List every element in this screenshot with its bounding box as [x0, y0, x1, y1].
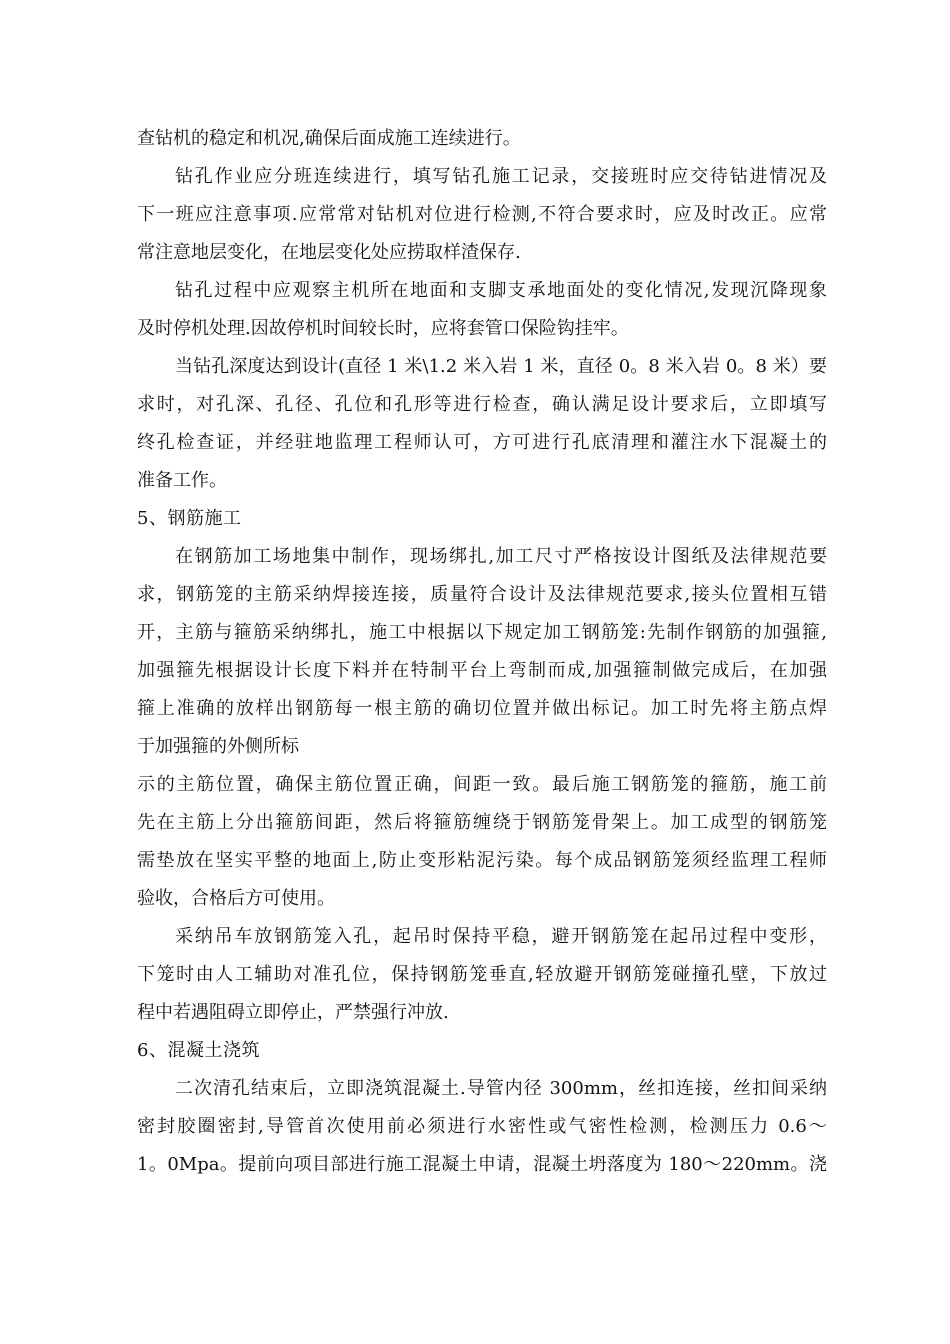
paragraph-line: 先在主筋上分出箍筋间距，然后将箍筋缠绕于钢筋笼骨架上。加工成型的钢筋笼 — [137, 812, 827, 833]
paragraph-line: 下笼时由人工辅助对准孔位，保持钢筋笼垂直,轻放避开钢筋笼碰撞孔壁，下放过 — [137, 964, 827, 985]
paragraph-line: 采纳吊车放钢筋笼入孔，起吊时保持平稳，避开钢筋笼在起吊过程中变形， — [175, 926, 827, 947]
paragraph-line: 准备工作。 — [137, 470, 227, 491]
paragraph-line: 开，主筋与箍筋采纳绑扎，施工中根据以下规定加工钢筋笼:先制作钢筋的加强箍, — [137, 622, 827, 643]
paragraph-line: 及时停机处理.因故停机时间较长时，应将套管口保险钩挂牢。 — [137, 318, 629, 339]
paragraph-line: 下一班应注意事项.应常常对钻机对位进行检测,不符合要求时，应及时改正。应常 — [137, 204, 827, 225]
paragraph-line: 箍上准确的放样出钢筋每一根主筋的确切位置并做出标记。加工时先将主筋点焊 — [137, 698, 827, 719]
paragraph-line: 终孔检查证，并经驻地监理工程师认可，方可进行孔底清理和灌注水下混凝土的 — [137, 432, 827, 453]
paragraph-line: 二次清孔结束后，立即浇筑混凝土.导管内径 300mm，丝扣连接，丝扣间采纳 — [175, 1078, 827, 1099]
paragraph-line: 求，钢筋笼的主筋采纳焊接连接，质量符合设计及法律规范要求,接头位置相互错 — [137, 584, 827, 605]
paragraph-line: 当钻孔深度达到设计(直径 1 米\1.2 米入岩 1 米，直径 0。8 米入岩 0。8 米）要 — [175, 356, 827, 377]
paragraph-line: 求时，对孔深、孔径、孔位和孔形等进行检查，确认满足设计要求后，立即填写 — [137, 394, 827, 415]
section-heading: 6、混凝土浇筑 — [137, 1040, 260, 1061]
paragraph-line: 程中若遇阻碍立即停止，严禁强行冲放. — [137, 1002, 449, 1023]
section-heading: 5、钢筋施工 — [137, 508, 242, 529]
document-body — [137, 120, 827, 1184]
paragraph-line: 验收，合格后方可使用。 — [137, 888, 335, 909]
paragraph-line: 需垫放在坚实平整的地面上,防止变形粘泥污染。每个成品钢筋笼须经监理工程师 — [137, 850, 827, 871]
paragraph-line: 钻孔作业应分班连续进行，填写钻孔施工记录，交接班时应交待钻进情况及 — [175, 166, 827, 187]
paragraph-line: 查钻机的稳定和机况,确保后面成施工连续进行。 — [137, 128, 521, 149]
paragraph-line: 常注意地层变化，在地层变化处应捞取样渣保存. — [137, 242, 521, 263]
paragraph-line: 在钢筋加工场地集中制作，现场绑扎,加工尺寸严格按设计图纸及法律规范要 — [175, 546, 827, 567]
paragraph-line: 示的主筋位置，确保主筋位置正确，间距一致。最后施工钢筋笼的箍筋，施工前 — [137, 774, 827, 795]
paragraph-line: 钻孔过程中应观察主机所在地面和支脚支承地面处的变化情况,发现沉降现象 — [175, 280, 827, 301]
paragraph-line: 1。0Mpa。提前向项目部进行施工混凝土申请，混凝土坍落度为 180～220mm。浇 — [137, 1154, 827, 1175]
paragraph-line: 加强箍先根据设计长度下料并在特制平台上弯制而成,加强箍制做完成后，在加强 — [137, 660, 827, 681]
paragraph-line: 密封胶圈密封,导管首次使用前必须进行水密性或气密性检测，检测压力 0.6～ — [137, 1116, 827, 1137]
paragraph-line: 于加强箍的外侧所标 — [137, 736, 299, 757]
